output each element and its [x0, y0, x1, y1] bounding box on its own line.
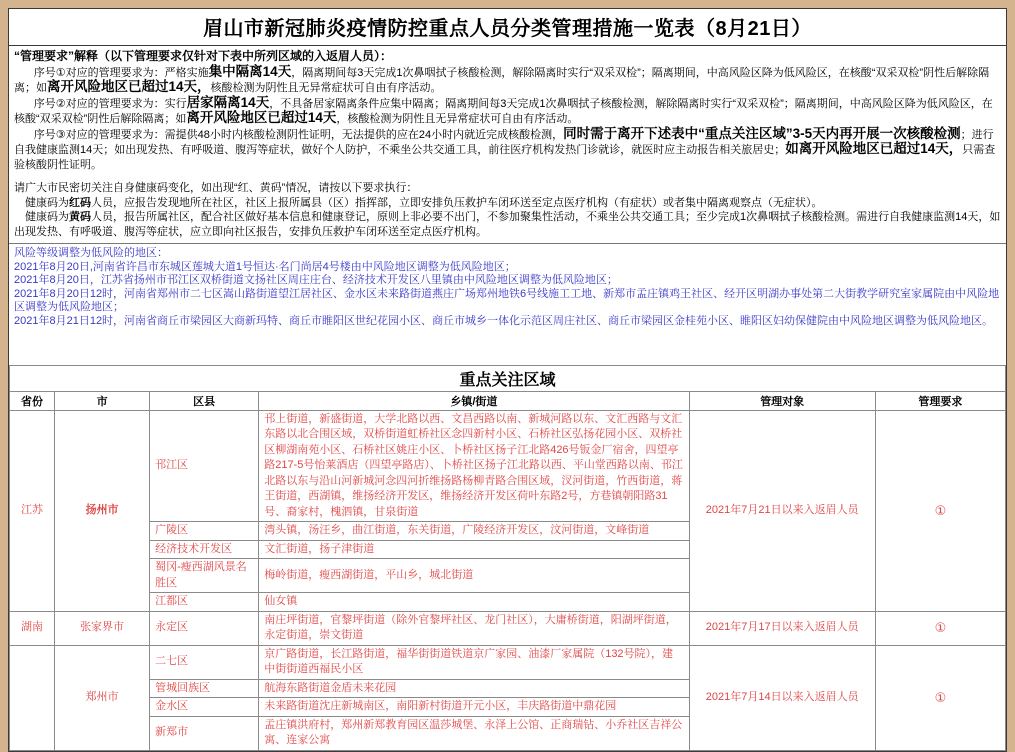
cell-streets: 南庄坪街道，官黎坪街道（除外官黎坪社区、龙门社区），大庸桥街道，阳湖坪街道，永定街道，崇文街道	[259, 611, 689, 645]
cell-district: 经济技术开发区	[150, 540, 259, 559]
cell-streets: 仙女镇	[259, 593, 689, 612]
cell-city: 郑州市	[55, 645, 150, 750]
table-caption: 重点关注区域	[10, 365, 1006, 391]
healthcode-yellow-rule: 健康码为黄码人员，报告所属社区，配合社区做好基本信息和健康登记，原则上非必要不出门，不参加聚集性活动，不乘坐公共交通工具；至少完成1次鼻咽拭子核酸检测。需进行自我健康监测14天，如出现发热、有呼吸道、腹泻等症状，应立即向社区报告，安排负压救护车闭环送至定点医疗机构。	[14, 211, 1001, 238]
healthcode-section	[14, 181, 1001, 239]
cell-province: 湖南	[10, 611, 55, 645]
cell-streets: 邗上街道，新盛街道，大学北路以西、文昌西路以南、新城河路以东、文汇西路与文汇东路以北合围区域，双桥街道虹桥社区念四新村小区、石桥社区弘扬花园小区、双桥社区柳湖南苑小区、石桥社区姚庄小区、卜桥社区扬子江北路426号钣金厂宿舍，四望亭路217-5号怡莱酒店（四望亭路店）、卜桥社区扬子江北路以西、平山堂西路以南、邗江北路以东与沿山河新城河念四河折维扬路杨柳青路合围区域，汊河街道，竹西街道，蒋王街道，西湖镇，维扬经济开发区，维扬经济开发区荷叶东路2号，方巷镇朝阳路31号、裔家村，槐泗镇，甘泉街道	[259, 410, 689, 522]
cell-streets: 航海东路街道金盾未来花园	[259, 679, 689, 698]
table-row	[10, 645, 1006, 679]
table-header-row	[10, 391, 1006, 410]
focus-areas-table	[9, 365, 1006, 751]
cell-district: 蜀冈-瘦西湖风景名胜区	[150, 559, 259, 593]
table-row	[10, 611, 1006, 645]
cell-requirement: ①	[875, 611, 1005, 645]
col-header-province: 省份	[10, 391, 55, 410]
cell-subject: 2021年7月17日以来入返眉人员	[689, 611, 875, 645]
cell-district: 江都区	[150, 593, 259, 612]
cell-subject: 2021年7月14日以来入返眉人员	[689, 645, 875, 750]
col-header-streets: 乡镇/街道	[259, 391, 689, 410]
management-requirement-explanation	[9, 46, 1006, 239]
cell-district: 永定区	[150, 611, 259, 645]
cell-province: 江苏	[10, 410, 55, 611]
cell-city: 扬州市	[55, 410, 150, 611]
explanation-heading: “管理要求”解释（以下管理要求仅针对下表中所列区域的入返眉人员）：	[14, 49, 393, 63]
cell-streets: 湾头镇，汤汪乡，曲江街道，东关街道，广陵经济开发区，汶河街道，文峰街道	[259, 522, 689, 541]
cell-streets: 京广路街道，长江路街道，福华街街道铁道京广家园、油漆厂家属院（132号院），建中街街道西福民小区	[259, 645, 689, 679]
healthcode-intro: 请广大市民密切关注自身健康码变化，如出现“红、黄码”情况，请按以下要求执行：	[14, 182, 418, 194]
requirement-para-3: 序号③对应的管理要求为：需提供48小时内核酸检测阴性证明，无法提供的应在24小时内就近完成核酸检测，同时需于离开下述表中“重点关注区域”3-5天内再开展一次核酸检测；进行自我健康监测14天；如出现发热、有呼吸道、腹泻等症状，做好个人防护，不乘坐公共交通工具，前往医疗机构发热门诊就诊，就医时应主动报告相关旅居史；如离开风险地区已超过14天，只需查验核酸阴性证明。	[14, 125, 996, 171]
table-row	[10, 410, 1006, 522]
cell-streets: 孟庄镇洪府村，郑州新郑教育园区温莎城堡、永泽上公馆、正商瑞钻、小乔社区吉祥公寓、连家公寓	[259, 716, 689, 750]
healthcode-red-rule: 健康码为红码人员，应报告发现地所在社区，社区上报所属县（区）指挥部，立即安排负压救护车闭环送至定点医疗机构（有症状）或者集中隔离观察点（无症状）。	[25, 196, 823, 209]
risk-downgrade-line: 2021年8月20日12时，河南省郑州市二七区嵩山路街道望江居社区、金水区未来路街道燕庄广场郑州地铁6号线施工工地、新郑市孟庄镇鸡王社区、经开区明湖办事处第二大街教学研究室家属院由中风险地区调整为低风险地区；	[14, 287, 1000, 314]
cell-streets: 文汇街道，扬子津街道	[259, 540, 689, 559]
requirement-para-2: 序号②对应的管理要求为：实行居家隔离14天，不具备居家隔离条件应集中隔离；隔离期间每3天完成1次鼻咽拭子核酸检测，解除隔离时实行“双采双检”；隔离期间，中高风险区降为低风险区，在核酸“双采双检”阴性后解除隔离；如离开风险地区已超过14天，核酸检测为阴性且无异常症状可自由有序活动。	[14, 94, 993, 125]
risk-downgrade-line: 2021年8月20日，江苏省扬州市邗江区双桥街道文扬社区周庄庄台、经济技术开发区八里镇由中风险地区调整为低风险地区；	[14, 274, 618, 287]
cell-streets: 梅岭街道，瘦西湖街道，平山乡，城北街道	[259, 559, 689, 593]
risk-downgrade-notice	[9, 243, 1006, 365]
page-title: 眉山市新冠肺炎疫情防控重点人员分类管理措施一览表（8月21日）	[9, 9, 1006, 46]
risk-downgrade-line: 2021年8月20日,河南省许昌市东城区莲城大道1号恒达·名门尚居4号楼由中风险地区调整为低风险地区；	[14, 260, 516, 273]
cell-district: 管城回族区	[150, 679, 259, 698]
cell-district: 二七区	[150, 645, 259, 679]
col-header-city: 市	[55, 391, 150, 410]
risk-downgrade-line: 2021年8月21日12时，河南省商丘市梁园区大商新玛特、商丘市睢阳区世纪花园小区、商丘市城乡一体化示范区周庄社区、商丘市梁园区金桂苑小区、睢阳区妇幼保健院由中风险地区调整为低风险地区。	[14, 314, 994, 327]
cell-province	[10, 645, 55, 750]
cell-city: 张家界市	[55, 611, 150, 645]
document-sheet	[8, 8, 1007, 752]
cell-requirement: ①	[875, 410, 1005, 611]
col-header-district: 区县	[150, 391, 259, 410]
requirement-para-1: 序号①对应的管理要求为：严格实施集中隔离14天，隔离期间每3天完成1次鼻咽拭子核酸检测，解除隔离时实行“双采双检”；隔离期间，中高风险区降为低风险区，在核酸“双采双检”阴性后解除隔离；如离开风险地区已超过14天，核酸检测为阴性且无异常症状可自由有序活动。	[14, 63, 990, 94]
cell-subject: 2021年7月21日以来入返眉人员	[689, 410, 875, 611]
risk-downgrade-title: 风险等级调整为低风险的地区：	[14, 247, 168, 259]
cell-streets: 未来路街道沈庄新城南区，南阳新村街道开元小区，丰庆路街道中鼎花园	[259, 698, 689, 717]
cell-requirement: ①	[875, 645, 1005, 750]
col-header-subject: 管理对象	[689, 391, 875, 410]
cell-district: 广陵区	[150, 522, 259, 541]
cell-district: 金水区	[150, 698, 259, 717]
col-header-requirement: 管理要求	[875, 391, 1005, 410]
cell-district: 新郑市	[150, 716, 259, 750]
cell-district: 邗江区	[150, 410, 259, 522]
